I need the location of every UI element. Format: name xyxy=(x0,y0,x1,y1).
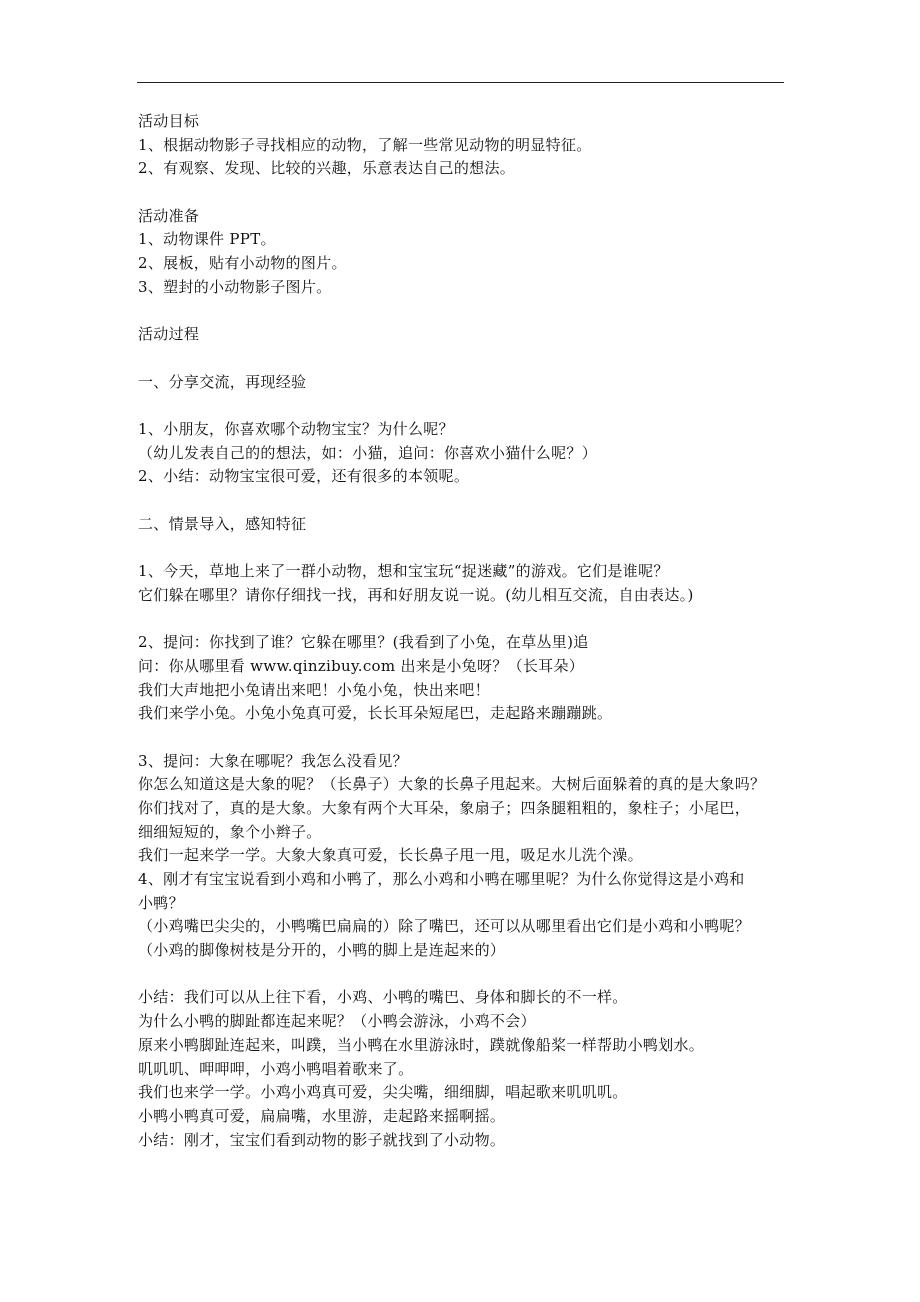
step1-line: 它们躲在哪里？请你仔细找一找，再和好朋友说一说。(幼儿相互交流，自由表达。) xyxy=(138,585,694,604)
part1-line: 1、小朋友，你喜欢哪个动物宝宝？为什么呢？ xyxy=(138,419,454,438)
prep-item: 2、展板，贴有小动物的图片。 xyxy=(138,254,347,273)
goals-heading: 活动目标 xyxy=(138,112,200,130)
part1-line: （幼儿发表自己的的想法，如：小猫，追问：你喜欢小猫什么呢？） xyxy=(138,443,598,462)
prep-heading: 活动准备 xyxy=(138,206,200,225)
step4-line: 4、刚才有宝宝说看到小鸡和小鸭了，那么小鸡和小鸭在哪里呢？为什么你觉得这是小鸡和 xyxy=(138,870,745,888)
prep-item: 1、动物课件 PPT。 xyxy=(138,230,276,249)
part2-title: 二、情景导入，感知特征 xyxy=(138,514,307,533)
step4-line: （小鸡嘴巴尖尖的，小鸭嘴巴扁扁的）除了嘴巴，还可以从哪里看出它们是小鸡和小鸭呢？ xyxy=(138,917,751,936)
header-rule xyxy=(137,82,784,83)
step3-line: 我们一起来学一学。大象大象真可爱，长长鼻子甩一甩，吸足水儿洗个澡。 xyxy=(138,846,643,865)
part1-title: 一、分享交流，再现经验 xyxy=(138,372,307,391)
part1-line: 2、小结：动物宝宝很可爱，还有很多的本领呢。 xyxy=(138,467,470,486)
step2-line: 问：你从哪里看 www.qinzibuy.com 出来是小兔呀？（长耳朵） xyxy=(138,656,585,675)
spacer xyxy=(138,489,798,513)
step3-line: 细细短短的，象个小辫子。 xyxy=(138,822,322,841)
prep-item: 3、塑封的小动物影子图片。 xyxy=(138,277,332,296)
step2-line: 我们大声地把小兔请出来吧！小兔小兔，快出来吧！ xyxy=(138,680,490,699)
step3-line: 你们找对了，真的是大象。大象有两个大耳朵，象扇子；四条腿粗粗的，象柱子；小尾巴， xyxy=(138,798,751,817)
step2-line: 我们来学小兔。小兔小兔真可爱，长长耳朵短尾巴，走起路来蹦蹦跳。 xyxy=(138,704,613,723)
spacer xyxy=(138,181,798,205)
summary-line: 我们也来学一学。小鸡小鸡真可爱，尖尖嘴，细细脚，唱起歌来叽叽叽。 xyxy=(138,1083,628,1102)
step3-line: 你怎么知道这是大象的呢？（长鼻子）大象的长鼻子甩起来。大树后面躲着的真的是大象吗？ xyxy=(138,775,766,794)
spacer xyxy=(138,536,798,560)
process-heading: 活动过程 xyxy=(138,325,200,344)
goal-item: 1、根据动物影子寻找相应的动物，了解一些常见动物的明显特征。 xyxy=(138,135,592,154)
step3-line: 3、提问：大象在哪呢？我怎么没看见？ xyxy=(138,751,408,770)
spacer xyxy=(138,726,798,750)
goal-item: 2、有观察、发现、比较的兴趣，乐意表达自己的想法。 xyxy=(138,159,516,178)
summary-line: 叽叽叽、呷呷呷，小鸡小鸭唱着歌来了。 xyxy=(138,1059,414,1078)
summary-line: 为什么小鸭的脚趾都连起来呢？（小鸭会游泳，小鸡不会） xyxy=(138,1012,536,1031)
summary-line: 小结：刚才，宝宝们看到动物的影子就找到了小动物。 xyxy=(138,1130,506,1149)
step2-line: 2、提问：你找到了谁？它躲在哪里？(我看到了小兔，在草丛里)追 xyxy=(138,633,589,652)
summary-line: 原来小鸭脚趾连起来，叫蹼，当小鸭在水里游泳时，蹼就像船桨一样帮助小鸭划水。 xyxy=(138,1035,705,1054)
step4-line: 小鸭？ xyxy=(138,893,184,912)
spacer xyxy=(138,347,798,371)
summary-line: 小鸭小鸭真可爱，扁扁嘴，水里游，走起路来摇啊摇。 xyxy=(138,1106,506,1125)
spacer xyxy=(138,394,798,418)
step4-line: （小鸡的脚像树枝是分开的，小鸭的脚上是连起来的） xyxy=(138,941,506,960)
spacer xyxy=(138,300,798,324)
lesson-plan-document xyxy=(138,110,798,1152)
spacer xyxy=(138,963,798,987)
step1-line: 1、今天，草地上来了一群小动物，想和宝宝玩“捉迷藏”的游戏。它们是谁呢？ xyxy=(138,562,669,581)
summary-line: 小结：我们可以从上往下看，小鸡、小鸭的嘴巴、身体和脚长的不一样。 xyxy=(138,988,628,1007)
spacer xyxy=(138,607,798,631)
